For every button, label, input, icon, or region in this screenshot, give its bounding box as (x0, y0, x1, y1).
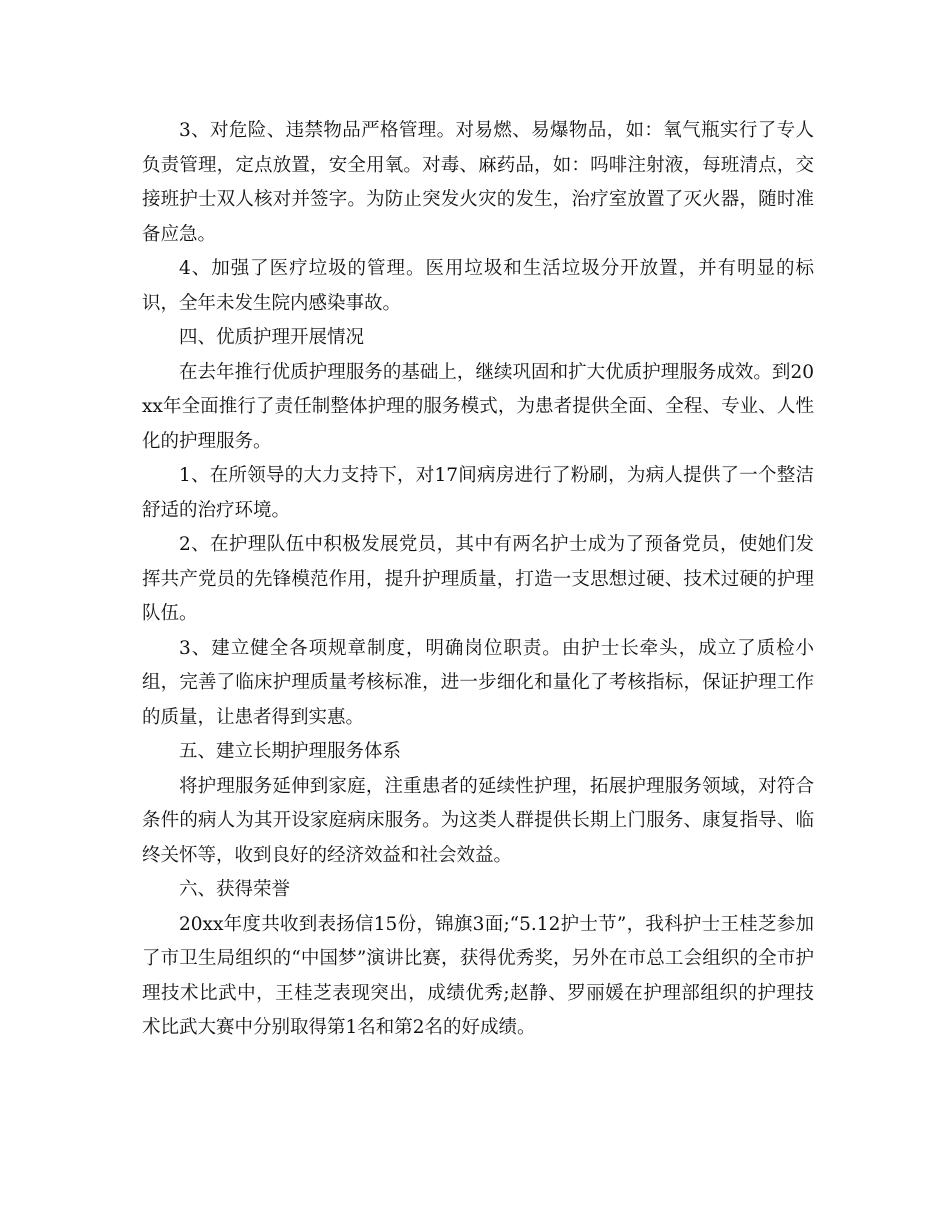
paragraph-hazardous-items: 3、对危险、违禁物品严格管理。对易燃、易爆物品，如：氧气瓶实行了专人负责管理，定点放置，安全用氧。对毒、麻药品，如：吗啡注射液，每班清点，交接班护士双人核对并签字。为防止突发火灾的发生，治疗室放置了灭火器，随时准备应急。 (142, 120, 814, 245)
paragraph-home-care: 将护理服务延伸到家庭，注重患者的延续性护理，拓展护理服务领域，对符合条件的病人为其开设家庭病床服务。为这类人群提供长期上门服务、康复指导、临终关怀等，收到良好的经济效益和社会效益。 (142, 775, 814, 866)
paragraph-quality-nursing-intro: 在去年推行优质护理服务的基础上，继续巩固和扩大优质护理服务成效。到20xx年全面推行了责任制整体护理的服务模式，为患者提供全面、全程、专业、人性化的护理服务。 (142, 361, 814, 452)
paragraph-honors: 20xx年度共收到表扬信15份，锦旗3面;“5.12护士节”，我科护士王桂芝参加了市卫生局组织的“中国梦”演讲比赛，获得优秀奖，另外在市总工会组织的全市护理技术比武中，王桂芝表现突出，成绩优秀;赵静、罗丽媛在护理部组织的护理技术比武大赛中分别取得第1名和第2名的好成绩。 (142, 913, 814, 1038)
paragraph-rules-system: 3、建立健全各项规章制度，明确岗位职责。由护士长牵头，成立了质检小组，完善了临床护理质量考核标准，进一步细化和量化了考核指标，保证护理工作的质量，让患者得到实惠。 (142, 637, 814, 728)
paragraph-medical-waste: 4、加强了医疗垃圾的管理。医用垃圾和生活垃圾分开放置，并有明显的标识，全年未发生院内感染事故。 (142, 258, 814, 314)
paragraph-ward-painting: 1、在所领导的大力支持下，对17间病房进行了粉刷，为病人提供了一个整洁舒适的治疗环境。 (142, 465, 814, 521)
section-heading-honors: 六、获得荣誉 (179, 879, 291, 900)
section-heading-long-term-care: 五、建立长期护理服务体系 (179, 741, 402, 762)
paragraph-party-members: 2、在护理队伍中积极发展党员，其中有两名护士成为了预备党员，使她们发挥共产党员的先锋模范作用，提升护理质量，打造一支思想过硬、技术过硬的护理队伍。 (142, 534, 814, 624)
document-body (142, 114, 814, 1046)
section-heading-quality-nursing: 四、优质护理开展情况 (179, 327, 365, 348)
